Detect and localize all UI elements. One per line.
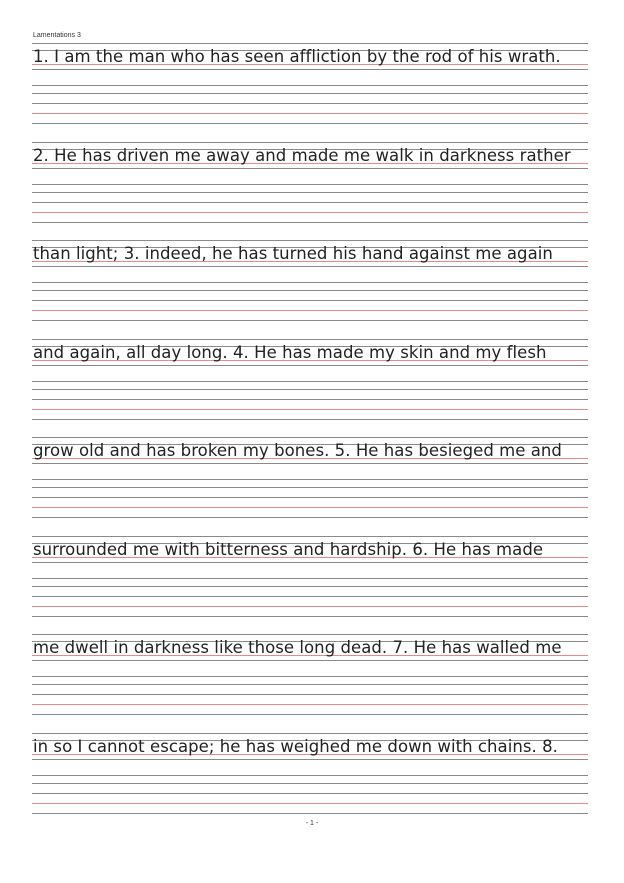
red-guide-rule: [32, 409, 588, 410]
verse-line-text: 1. I am the man who has seen affliction by the rod of his wrath.: [33, 47, 561, 66]
gray-guide-rule: [32, 775, 588, 776]
verse-line-text: than light; 3. indeed, he has turned his hand against me again: [33, 244, 553, 263]
gray-guide-rule: [32, 142, 588, 143]
red-guide-rule: [32, 113, 588, 114]
red-guide-rule: [32, 803, 588, 804]
gray-guide-rule: [32, 202, 588, 203]
gray-guide-rule: [32, 497, 588, 498]
gray-guide-rule: [32, 43, 588, 44]
practice-line-block: [32, 142, 588, 232]
red-guide-rule: [32, 507, 588, 508]
verse-line-text: 2. He has driven me away and made me walk in darkness rather: [33, 145, 571, 165]
gray-guide-rule: [32, 759, 588, 760]
gray-guide-rule: [32, 389, 588, 390]
verse-line-text: surrounded me with bitterness and hardship. 6. He has made: [33, 539, 544, 559]
gray-guide-rule: [32, 381, 588, 382]
gray-guide-rule: [32, 660, 588, 661]
gray-guide-rule: [32, 365, 588, 366]
gray-guide-rule: [32, 192, 588, 193]
practice-line-block: [32, 240, 588, 330]
page-header-title: Lamentations 3: [33, 32, 81, 39]
gray-guide-rule: [32, 222, 588, 223]
gray-guide-rule: [32, 168, 588, 169]
practice-line-block: [32, 733, 588, 823]
gray-guide-rule: [32, 463, 588, 464]
gray-guide-rule: [32, 320, 588, 321]
gray-guide-rule: [32, 103, 588, 104]
gray-guide-rule: [32, 437, 588, 438]
gray-guide-rule: [32, 676, 588, 677]
practice-line-block: [32, 43, 588, 133]
gray-guide-rule: [32, 634, 588, 635]
gray-guide-rule: [32, 562, 588, 563]
gray-guide-rule: [32, 694, 588, 695]
gray-guide-rule: [32, 517, 588, 518]
gray-guide-rule: [32, 479, 588, 480]
gray-guide-rule: [32, 714, 588, 715]
gray-guide-rule: [32, 578, 588, 579]
gray-guide-rule: [32, 586, 588, 587]
practice-line-block: [32, 437, 588, 527]
gray-guide-rule: [32, 240, 588, 241]
red-guide-rule: [32, 212, 588, 213]
gray-guide-rule: [32, 596, 588, 597]
verse-line-text: grow old and has broken my bones. 5. He has besieged me and: [33, 441, 562, 460]
practice-line-block: [32, 536, 588, 626]
gray-guide-rule: [32, 487, 588, 488]
red-guide-rule: [32, 310, 588, 311]
gray-guide-rule: [32, 616, 588, 617]
gray-guide-rule: [32, 783, 588, 784]
gray-guide-rule: [32, 300, 588, 301]
gray-guide-rule: [32, 282, 588, 283]
verse-line-text: in so I cannot escape; he has weighed me down with chains. 8.: [33, 736, 558, 756]
gray-guide-rule: [32, 290, 588, 291]
gray-guide-rule: [32, 123, 588, 124]
gray-guide-rule: [32, 793, 588, 794]
gray-guide-rule: [32, 93, 588, 94]
red-guide-rule: [32, 606, 588, 607]
verse-line-text: me dwell in darkness like those long dead. 7. He has walled me: [33, 638, 562, 657]
gray-guide-rule: [32, 733, 588, 734]
gray-guide-rule: [32, 266, 588, 267]
gray-guide-rule: [32, 813, 588, 814]
gray-guide-rule: [32, 184, 588, 185]
gray-guide-rule: [32, 399, 588, 400]
verse-line-text: and again, all day long. 4. He has made my skin and my flesh: [33, 342, 547, 362]
gray-guide-rule: [32, 419, 588, 420]
page-number: - 1 -: [305, 820, 319, 827]
gray-guide-rule: [32, 339, 588, 340]
gray-guide-rule: [32, 536, 588, 537]
gray-guide-rule: [32, 85, 588, 86]
practice-line-block: [32, 339, 588, 429]
red-guide-rule: [32, 704, 588, 705]
gray-guide-rule: [32, 684, 588, 685]
gray-guide-rule: [32, 69, 588, 70]
practice-line-block: [32, 634, 588, 724]
